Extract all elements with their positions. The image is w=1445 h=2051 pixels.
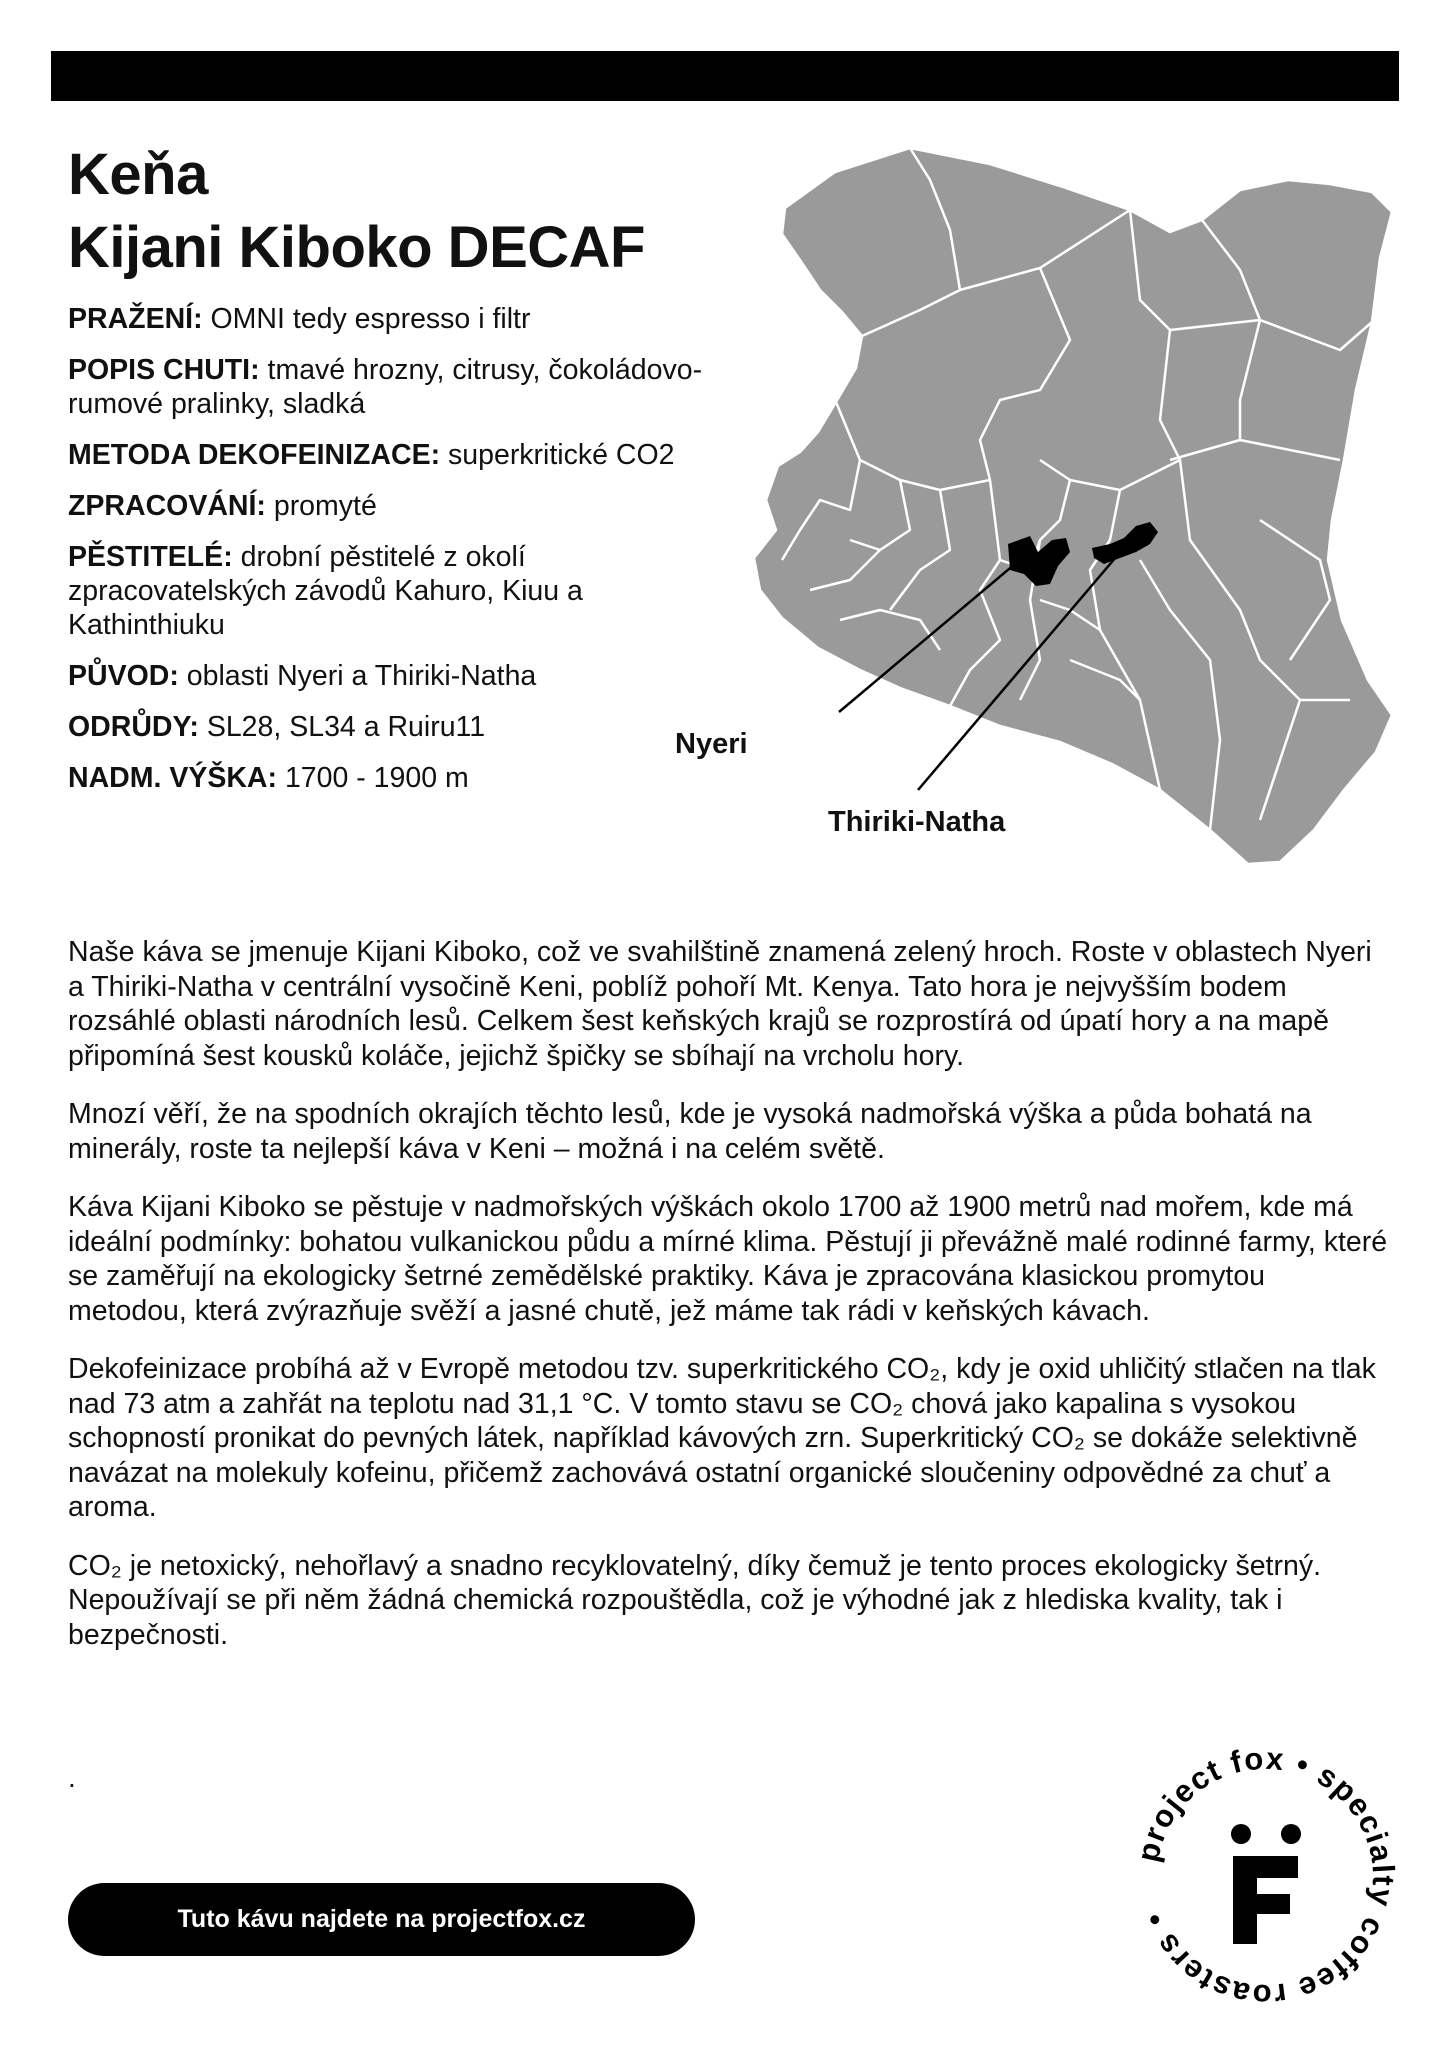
logo-eye-right [1281,1824,1301,1844]
spec-taste: POPIS CHUTI: tmavé hrozny, citrusy, čokoládovo-rumové pralinky, sladká [68,354,703,420]
shop-link-button[interactable]: Tuto kávu najdete na projectfox.cz [68,1883,695,1956]
spec-list [68,302,768,812]
title-country: Keňa [68,142,208,207]
paragraph: Mnozí věří, že na spodních okrajích těchto lesů, kde je vysoká nadmořská výška a půda bohatá na minerály, roste ta nejlepší káva v Keni – možná i na celém světě. [68,1098,1312,1165]
top-bar [51,51,1399,101]
logo-ring-text: project fox • specialty coffee roasters • [1130,1742,1400,2012]
spec-decaf-method: METODA DEKOFEINIZACE: superkritické CO2 [68,439,675,471]
spec-roast: PRAŽENÍ: OMNI tedy espresso i filtr [68,303,531,335]
project-fox-logo-svg [1130,1742,1400,2012]
spec-processing: ZPRACOVÁNÍ: promyté [68,490,377,522]
paragraph: Káva Kijani Kiboko se pěstuje v nadmořských výškách okolo 1700 až 1900 metrů nad mořem, kde má ideální podmínky: bohatou vulkanickou půdu a mírné klima. Pěstují ji převážně malé rodinné farmy, které se zaměřují na ekologicky šetrné zemědělské praktiky. Káva je zpracována klasickou promytou metodou, která zvýrazňuje svěží a jasné chutě, jež máme tak rádi v keňských kávach. [68,1191,1388,1327]
spec-origin: PŮVOD: oblasti Nyeri a Thiriki-Natha [68,660,537,692]
kenya-map-svg [740,140,1440,900]
paragraph: CO₂ je netoxický, nehořlavý a snadno recyklovatelný, díky čemuž je tento proces ekologicky šetrný. Nepoužívají se při něm žádná chemická rozpouštědla, což je výhodné jak z hlediska kvality, tak i bezpečnosti. [68,1549,1321,1651]
kenya-map [740,140,1440,900]
title-coffee-name: Kijani Kiboko DECAF [68,215,645,280]
spec-varieties: ODRŮDY: SL28, SL34 a Ruiru11 [68,711,486,743]
logo-eye-left [1231,1824,1251,1844]
spec-altitude: NADM. VÝŠKA: 1700 - 1900 m [68,762,469,794]
paragraph: Dekofeinizace probíhá až v Evropě metodou tzv. superkritického CO₂, kdy je oxid uhličitý stlačen na tlak nad 73 atm a zahřát na teplotu nad 31,1 °C. V tomto stavu se CO₂ chová jako kapalina s vysokou schopností pronikat do pevných látek, například kávových zrn. Superkritický CO₂ se dokáže selektivně navázat na molekuly kofeinu, přičemž zachovává ostatní organické sloučeniny odpovědné za chuť a aroma. [68,1353,1376,1523]
trailing-dot: . [68,1762,76,1793]
map-label-thiriki-natha: Thiriki-Natha [828,806,1006,838]
description [68,935,1388,1676]
project-fox-logo [1130,1742,1400,2012]
page-title [68,138,645,284]
paragraph: Naše káva se jmenuje Kijani Kiboko, což ve svahilštině znamená zelený hroch. Roste v oblastech Nyeri a Thiriki-Natha v centrální vysočině Keni, poblíž pohoří Mt. Kenya. Tato hora je nejvyšším bodem rozsáhlé oblasti národních lesů. Celkem šest keňských krajů se rozprostírá od úpatí hory a na mapě připomíná šest kousků koláče, jejichž špičky se sbíhají na vrcholu hory. [68,936,1372,1072]
spec-growers: PĚSTITELÉ: drobní pěstitelé z okolí zpracovatelských závodů Kahuro, Kiuu a Kathinthiuku [68,541,583,641]
logo-f-mark [1233,1856,1298,1944]
map-label-nyeri: Nyeri [675,728,748,760]
